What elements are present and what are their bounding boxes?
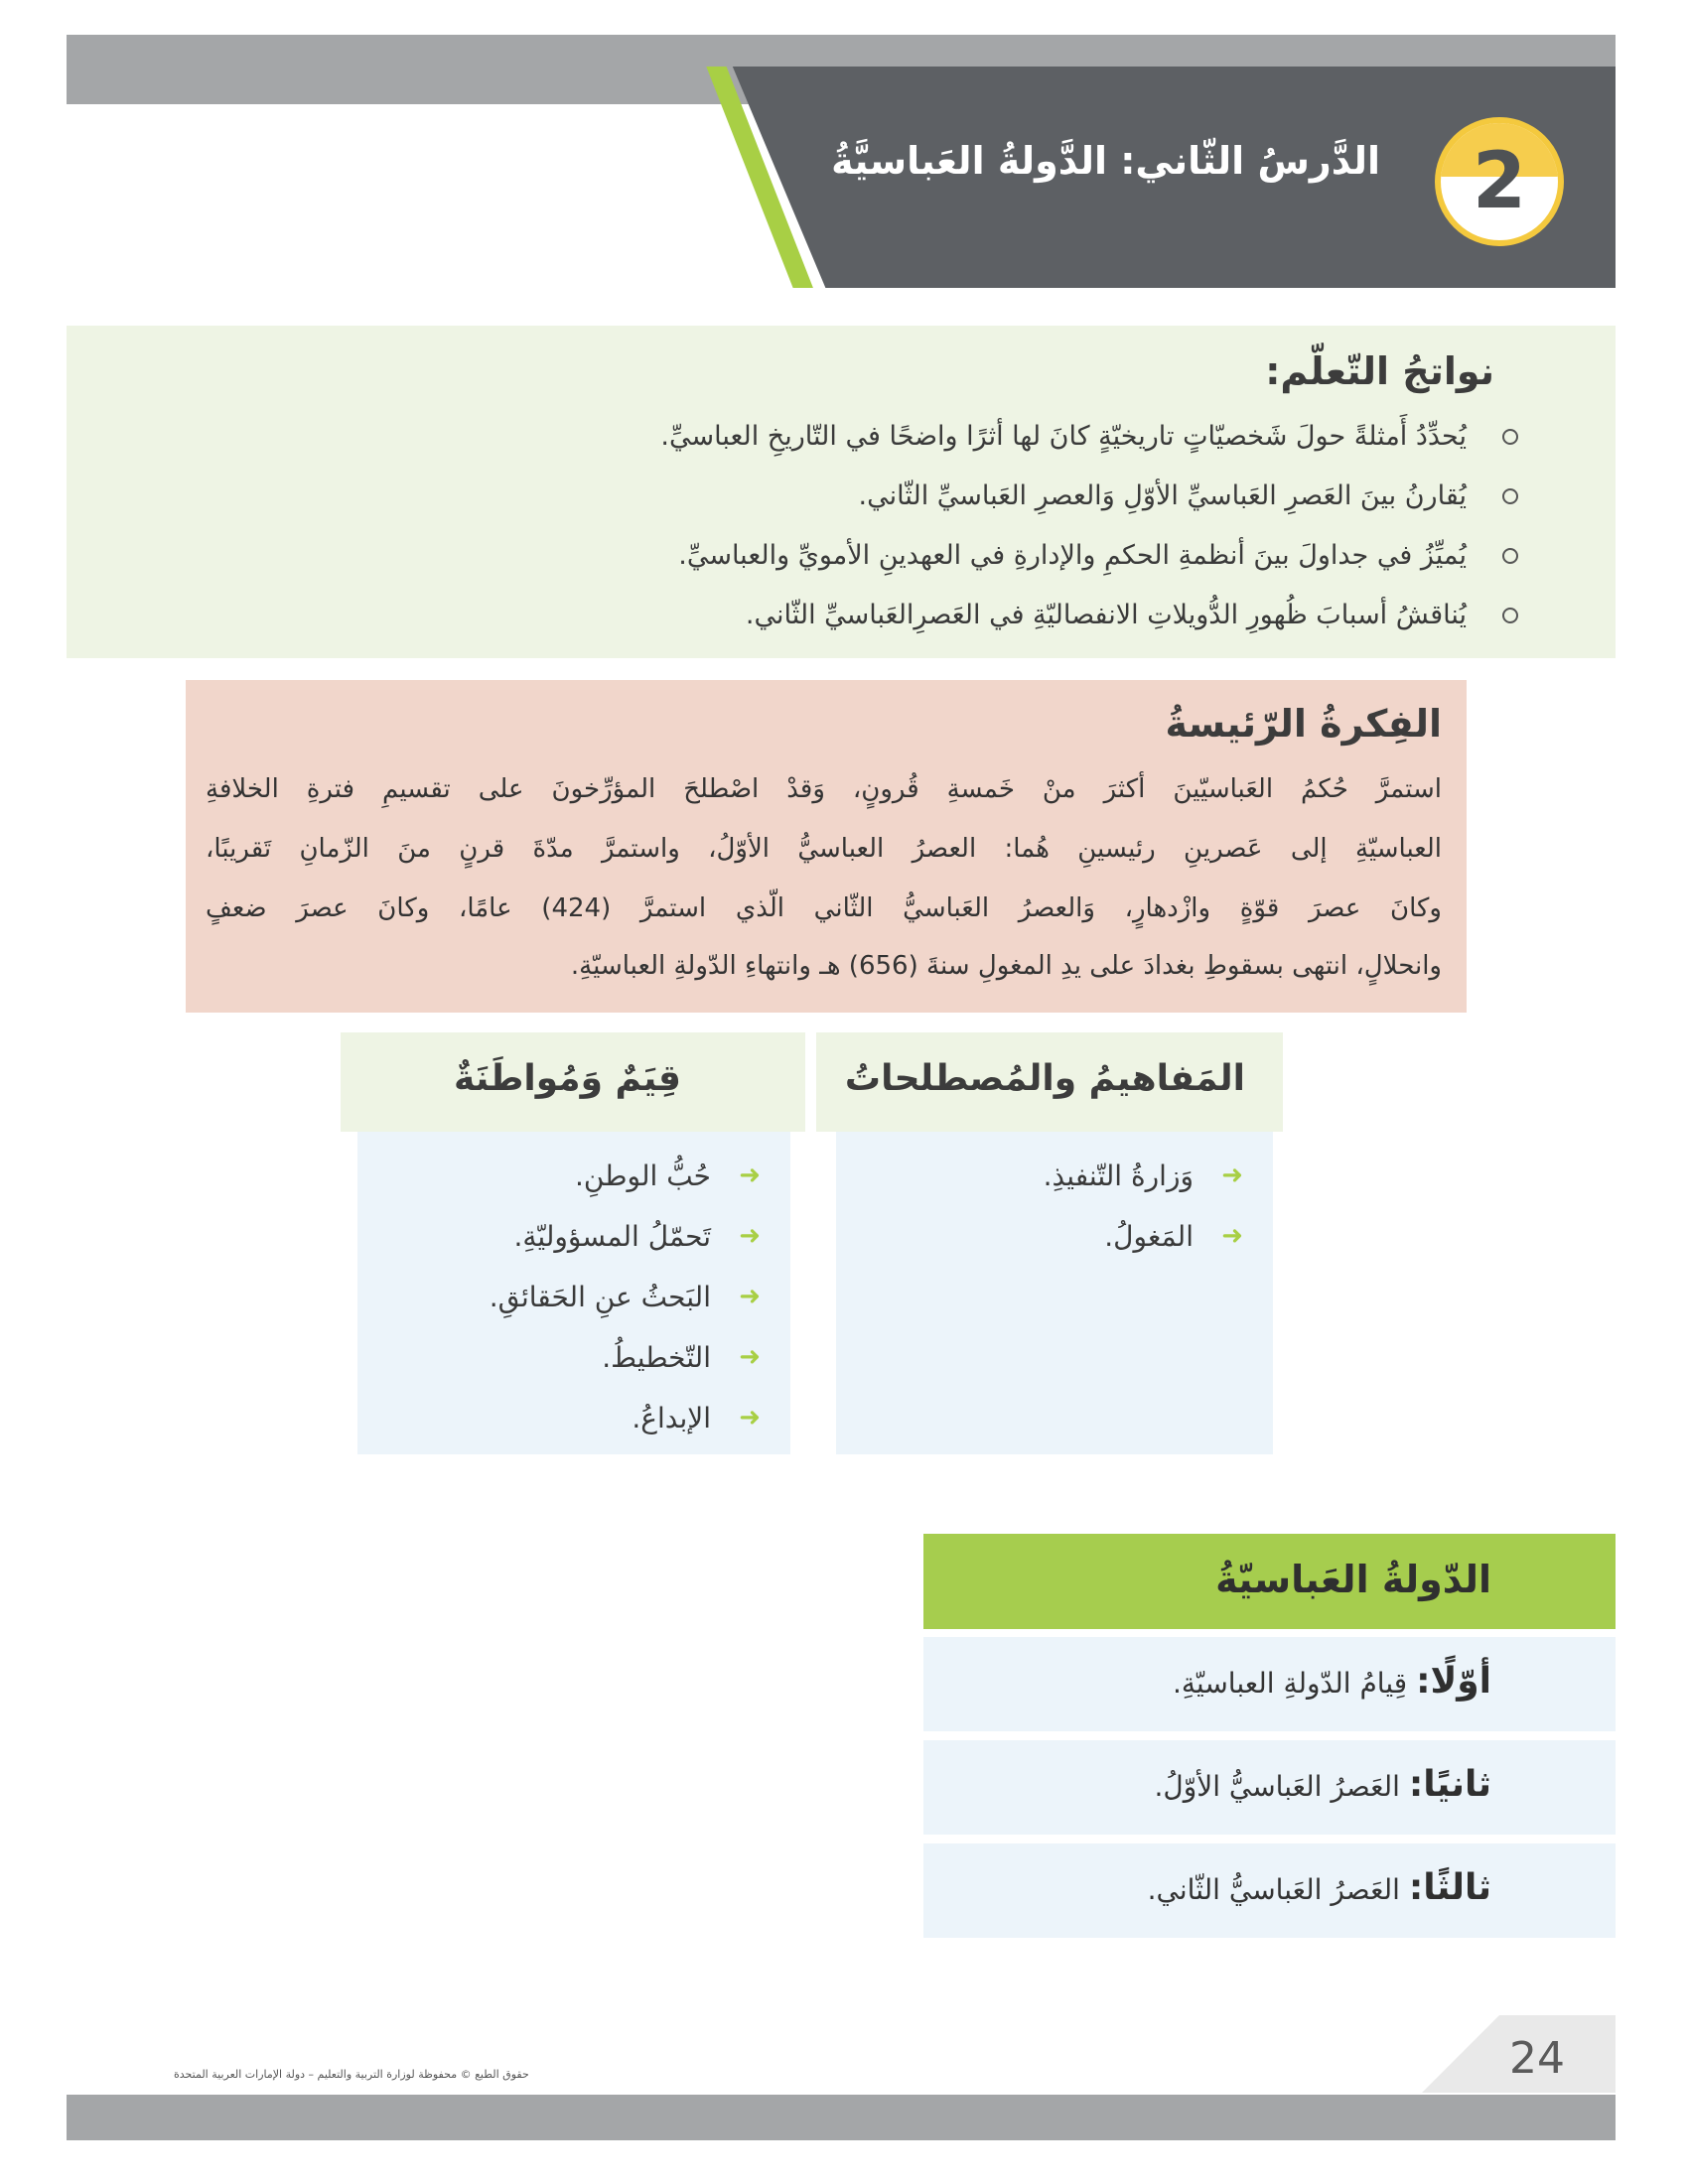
concepts-list: [1044, 1146, 1243, 1267]
values-list-box: [357, 1132, 790, 1454]
arrow-right-icon: ➜: [1221, 1221, 1243, 1251]
learning-outcomes-box: [67, 326, 1616, 658]
arrow-right-icon: ➜: [739, 1403, 761, 1433]
values-header: [341, 1032, 805, 1132]
list-item: ➜ وَزارةُ التّنفيذِ.: [1044, 1146, 1243, 1206]
concepts-list-box: [836, 1132, 1273, 1454]
arrow-right-icon: ➜: [739, 1342, 761, 1372]
list-item: ➜ المَغولُ.: [1044, 1206, 1243, 1267]
abbasid-state-title: الدّولةُ العَباسيّةُ: [1215, 1558, 1491, 1601]
bullet-circle-icon: [1502, 429, 1518, 445]
values-title: قِيَمٌ وَمُواطَنَةٌ: [453, 1058, 681, 1099]
section-ordinal: ثالثًا:: [1408, 1867, 1491, 1908]
bullet-circle-icon: [1502, 488, 1518, 504]
main-idea-title: الفِكرةُ الرّئيسةُ: [1165, 702, 1442, 746]
lesson-title: الدَّرسُ الثّاني: الدَّولةُ العَباسيَّةُ: [831, 139, 1380, 183]
arrow-right-icon: ➜: [739, 1221, 761, 1251]
section-text: العَصرُ العَباسيُّ الأوّلُ.: [1154, 1770, 1400, 1803]
outcomes-list: [426, 407, 1518, 645]
page-number: 24: [1509, 2033, 1565, 2084]
list-item: ➜ التّخطيطُ.: [490, 1327, 761, 1388]
list-item: ➜ البَحثُ عنِ الحَقائقِ.: [490, 1267, 761, 1327]
arrow-right-icon: ➜: [1221, 1160, 1243, 1190]
arrow-right-icon: ➜: [739, 1282, 761, 1311]
abbasid-section-row: [923, 1843, 1616, 1938]
main-idea-line: وانحلالٍ، انتهى بسقوطِ بغدادَ على يدِ المغولِ سنةَ (656) هـ وانتهاءِ الدّولةِ العباسيّةِ.: [570, 951, 1442, 981]
concepts-title: المَفاهيمُ والمُصطلحاتُ: [844, 1058, 1245, 1099]
section-ordinal: ثانيًا:: [1408, 1764, 1491, 1805]
list-item: ➜ حُبُّ الوطنِ.: [490, 1146, 761, 1206]
concepts-header: [816, 1032, 1283, 1132]
bullet-circle-icon: [1502, 548, 1518, 564]
arrow-right-icon: ➜: [739, 1160, 761, 1190]
lesson-number-badge: [1435, 117, 1564, 246]
footer-bar: [67, 2095, 1616, 2140]
section-text: العَصرُ العَباسيُّ الثّاني.: [1147, 1873, 1400, 1906]
list-item: يُميِّزُ في جداولَ بينَ أنظمةِ الحكمِ والإدارةِ في العهدينِ الأمويِّ والعباسيِّ.: [426, 526, 1518, 586]
list-item: يُحدِّدُ أَمثلةً حولَ شَخصيّاتٍ تاريخيّةٍ كانَ لها أثرًا واضحًا في التّاريخِ العباسيِّ.: [426, 407, 1518, 467]
copyright-notice: حقوق الطبع © محفوظة لوزارة التربية والتعليم – دولة الإمارات العربية المتحدة: [174, 2068, 529, 2081]
bullet-circle-icon: [1502, 608, 1518, 623]
outcomes-title: نواتجُ التّعلّم:: [1265, 349, 1494, 393]
values-list: [490, 1146, 761, 1448]
list-item: ➜ تَحمّلُ المسؤوليّةِ.: [490, 1206, 761, 1267]
main-idea-line: وكانَ عصرَ قوّةٍ وازْدهارٍ، وَالعصرُ العَباسيُّ الثّاني الّذي استمرَّ (424) عامًا، وكانَ عصرَ ضعفٍ: [206, 893, 1442, 923]
abbasid-section-row: [923, 1740, 1616, 1835]
section-text: قِيامُ الدّولةِ العباسيّةِ.: [1172, 1667, 1408, 1700]
main-idea-line: العباسيّةِ إلى عَصرينِ رئيسينِ هُما: العصرُ العباسيُّ الأوّلُ، واستمرَّ مدّةَ قرنٍ منَ الزّمانِ تَقريبًا،: [206, 834, 1442, 864]
abbasid-section-row: [923, 1637, 1616, 1731]
section-ordinal: أوّلًا:: [1416, 1661, 1491, 1702]
abbasid-state-header: [923, 1534, 1616, 1629]
main-idea-line: استمرَّ حُكمُ العَباسيّينَ أكثرَ منْ خَمسةِ قُرونٍ، وَقدْ اصْطلحَ المؤرِّخونَ على تقسيمِ فترةِ الخلافةِ: [206, 774, 1442, 804]
list-item: يُناقشُ أسبابَ ظُهورِ الدُّويلاتِ الانفصاليّةِ في العَصرِالعَباسيِّ الثّاني.: [426, 586, 1518, 645]
list-item: ➜ الإبداعُ.: [490, 1388, 761, 1448]
lesson-number: 2: [1472, 137, 1527, 226]
list-item: يُقارنُ بينَ العَصرِ العَباسيِّ الأوّلِ وَالعصرِ العَباسيِّ الثّاني.: [426, 467, 1518, 526]
main-idea-box: [186, 680, 1467, 1013]
